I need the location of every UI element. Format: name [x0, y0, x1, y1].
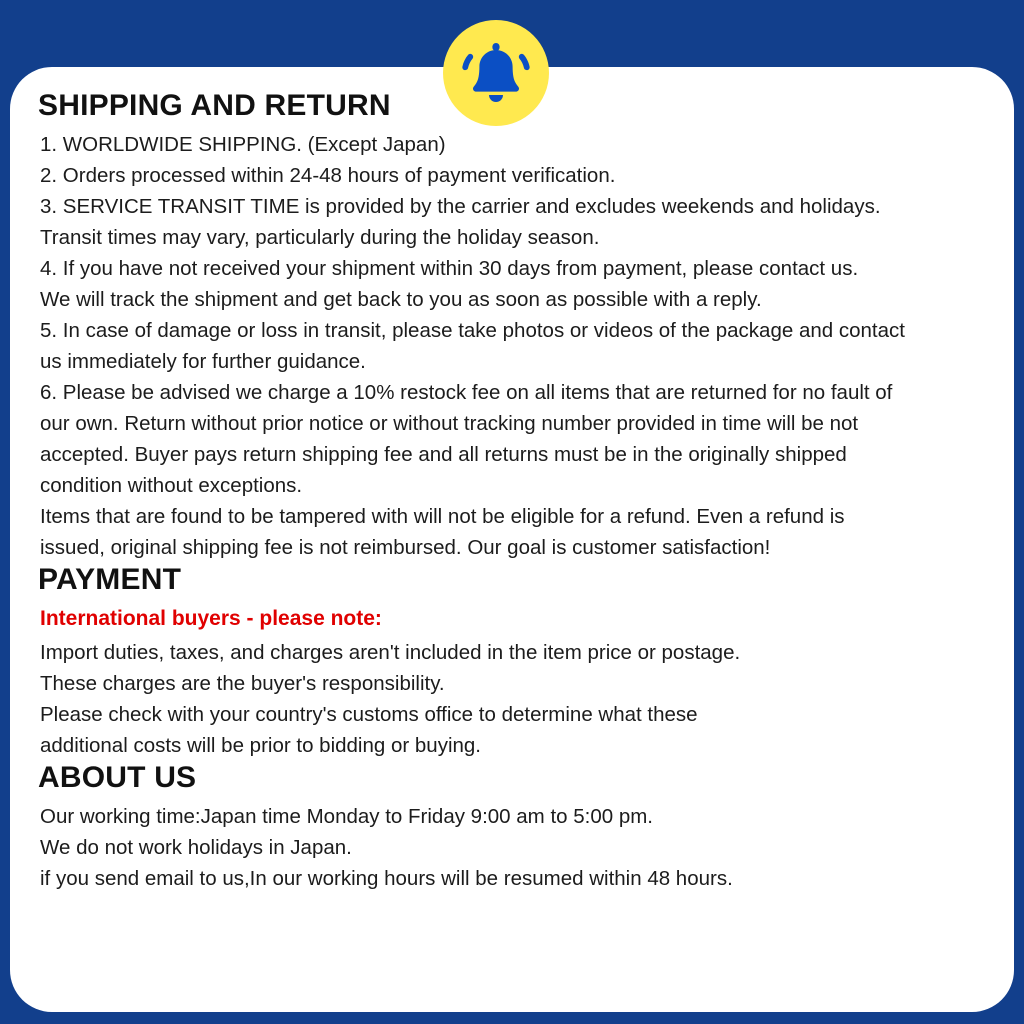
text-line: 1. WORLDWIDE SHIPPING. (Except Japan): [40, 133, 446, 156]
text-line: issued, original shipping fee is not reimbursed. Our goal is customer satisfaction!: [40, 536, 771, 559]
section-title-shipping: SHIPPING AND RETURN: [38, 89, 391, 122]
text-line: additional costs will be prior to bidding or buying.: [40, 734, 482, 757]
text-line: us immediately for further guidance.: [40, 350, 366, 373]
text-line: 3. SERVICE TRANSIT TIME is provided by the carrier and excludes weekends and holidays.: [40, 195, 881, 218]
text-line: Import duties, taxes, and charges aren't included in the item price or postage.: [40, 641, 741, 664]
section-body-about-us: [38, 801, 986, 894]
section-title-about-us: ABOUT US: [38, 761, 197, 794]
text-line: if you send email to us,In our working hours will be resumed within 48 hours.: [40, 867, 733, 890]
text-line: 2. Orders processed within 24-48 hours of payment verification.: [40, 164, 616, 187]
content-card: [10, 67, 1014, 1012]
text-line: 4. If you have not received your shipment within 30 days from payment, please contact us.: [40, 257, 859, 280]
section-body-payment: [38, 603, 986, 761]
international-buyers-notice: International buyers - please note:: [40, 607, 382, 630]
section-body-shipping: [38, 129, 986, 563]
text-line: These charges are the buyer's responsibility.: [40, 672, 445, 695]
text-line: condition without exceptions.: [40, 474, 303, 497]
text-line: Transit times may vary, particularly during the holiday season.: [40, 226, 600, 249]
section-title-payment: PAYMENT: [38, 563, 182, 596]
text-line: Items that are found to be tampered with will not be eligible for a refund. Even a refund is: [40, 505, 845, 528]
text-line: our own. Return without prior notice or without tracking number provided in time will be not: [40, 412, 859, 435]
text-line: Please check with your country's customs office to determine what these: [40, 703, 698, 726]
text-line: We do not work holidays in Japan.: [40, 836, 352, 859]
text-line: 6. Please be advised we charge a 10% restock fee on all items that are returned for no fault of: [40, 381, 893, 404]
text-line: Our working time:Japan time Monday to Friday 9:00 am to 5:00 pm.: [40, 805, 653, 828]
text-line: We will track the shipment and get back to you as soon as possible with a reply.: [40, 288, 762, 311]
bell-icon: [460, 40, 532, 106]
text-line: accepted. Buyer pays return shipping fee and all returns must be in the originally shipped: [40, 443, 847, 466]
bell-icon-badge: [443, 20, 549, 126]
text-line: 5. In case of damage or loss in transit, please take photos or videos of the package and contact: [40, 319, 905, 342]
